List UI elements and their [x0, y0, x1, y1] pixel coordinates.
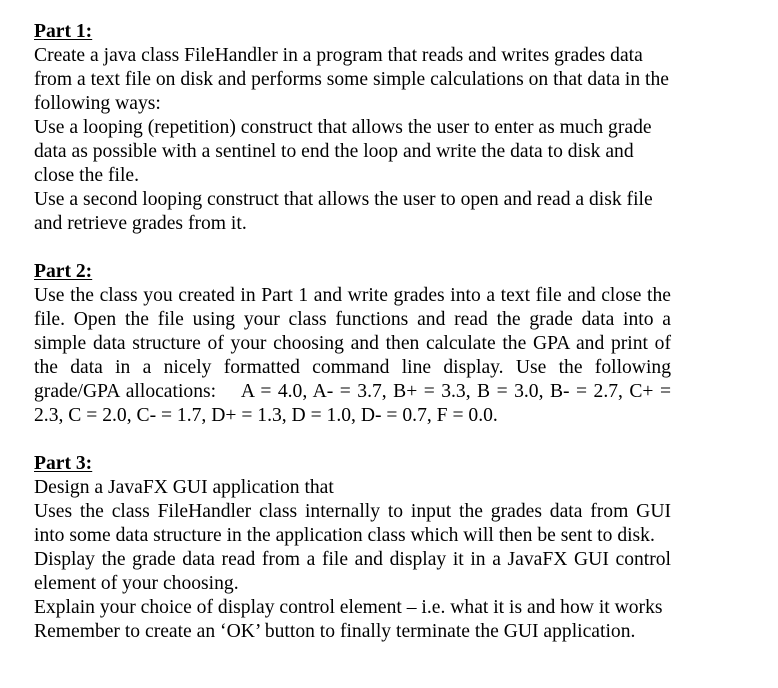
part-3-heading: Part 3:	[34, 453, 93, 474]
part-3-section	[34, 452, 671, 644]
part-2-heading: Part 2:	[34, 261, 93, 282]
part-2-paragraph: Use the class you created in Part 1 and write grades into a text file and close the file. Open the file using your class functions and read the grade data into a simple data structure of your choosing and then calculate the GPA and print of the data in a nicely formatted command line display. Use the following grade/GPA allocations: A = 4.0, A- = 3.7, B+ = 3.3, B = 3.0, B- = 2.7, C+ = 2.3, C = 2.0, C- = 1.7, D+ = 1.3, D = 1.0, D- = 0.7, F = 0.0.	[34, 285, 676, 426]
part-3-paragraph: Explain your choice of display control element – i.e. what it is and how it works	[34, 597, 663, 618]
part-1-heading: Part 1:	[34, 21, 93, 42]
part-3-paragraph: Display the grade data read from a file and display it in a JavaFX GUI control element of your choosing.	[34, 549, 671, 594]
part-3-paragraph: Remember to create an ‘OK’ button to finally terminate the GUI application.	[34, 621, 636, 642]
part-1-paragraph: Create a java class FileHandler in a program that reads and writes grades data from a text file on disk and performs some simple calculations on that data in the following ways:	[34, 45, 669, 114]
part-1-paragraph: Use a second looping construct that allows the user to open and read a disk file and retrieve grades from it.	[34, 189, 653, 234]
part-1-paragraph: Use a looping (repetition) construct that allows the user to enter as much grade data as possible with a sentinel to end the loop and write the data to disk and close the file.	[34, 117, 652, 186]
part-1-section	[34, 20, 671, 236]
part-2-section	[34, 260, 676, 428]
part-3-paragraph: Design a JavaFX GUI application that	[34, 477, 334, 498]
document-body	[34, 20, 676, 644]
part-3-paragraph: Uses the class FileHandler class internally to input the grades data from GUI into some data structure in the application class which will then be sent to disk.	[34, 501, 671, 546]
